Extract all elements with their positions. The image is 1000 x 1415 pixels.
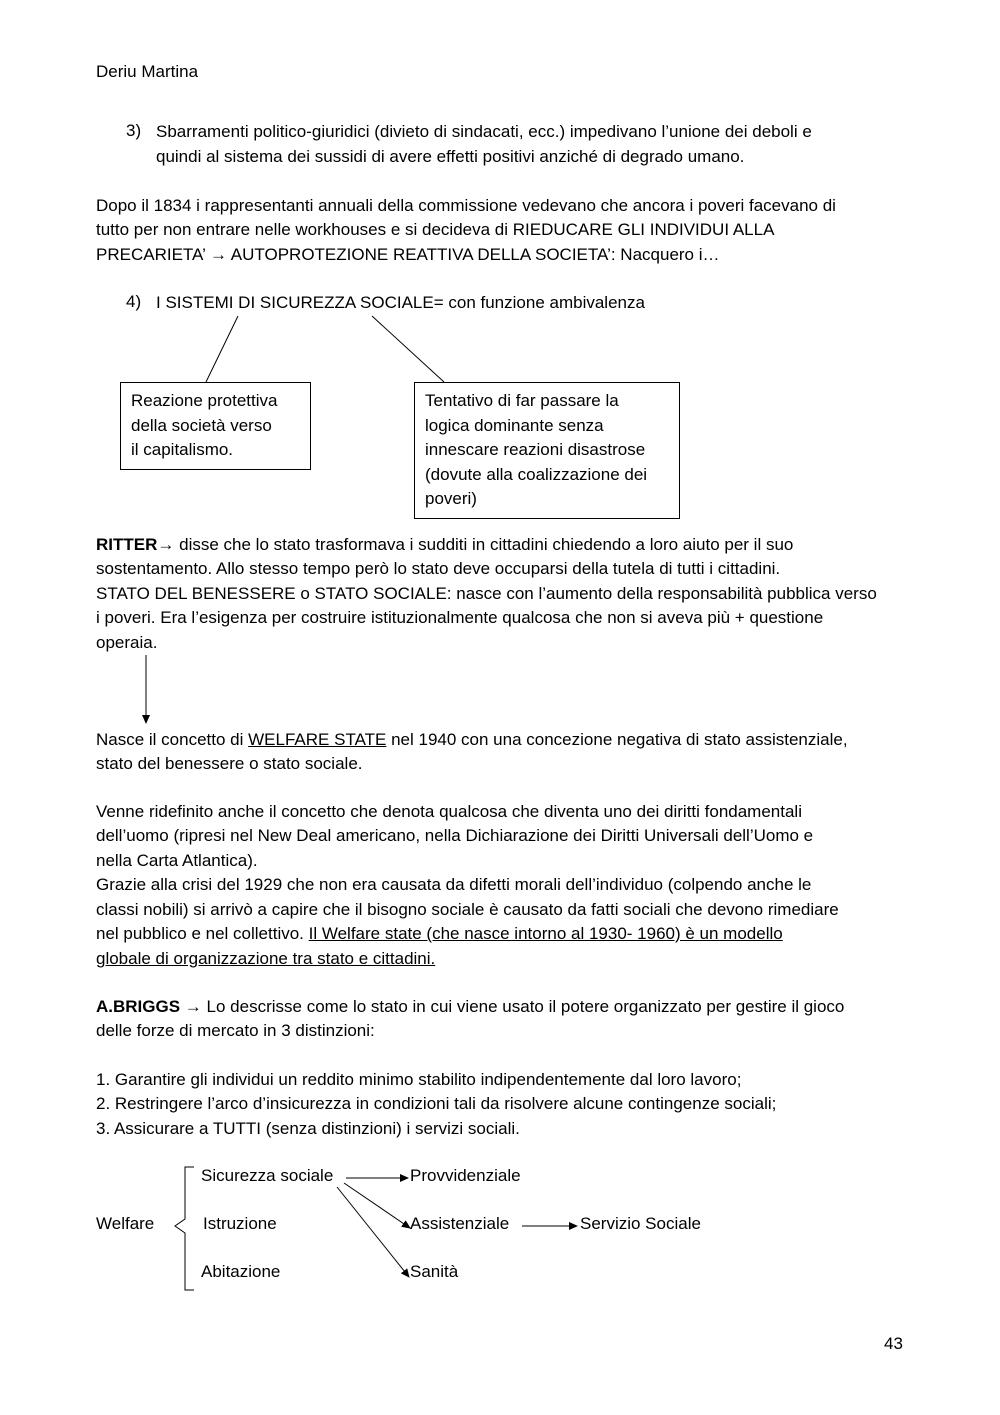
ridefinito-line4: Grazie alla crisi del 1929 che non era causata da difetti morali dell’individuo (colpendo anche le: [96, 875, 812, 894]
connector-line-left: [206, 316, 238, 382]
ritter-line2: sostentamento. Allo stesso tempo però lo stato deve occuparsi della tutela di tutti i cittadini.: [96, 559, 781, 578]
diagram-branch-sicurezza: Sicurezza sociale: [201, 1166, 334, 1185]
page-number: 43: [884, 1334, 903, 1353]
ridefinito-line3: nella Carta Atlantica).: [96, 851, 258, 870]
arrow-to-assistenziale: [344, 1183, 410, 1228]
diagram-target-provvidenziale: Provvidenziale: [410, 1166, 521, 1185]
ridefinito-line7: globale di organizzazione tra stato e cittadini.: [96, 949, 436, 968]
item3-line2: quindi al sistema dei sussidi di avere effetti positivi anziché di degrado umano.: [156, 147, 745, 166]
briggs-line2: delle forze di mercato in 3 distinzioni:: [96, 1021, 375, 1040]
ridefinito-line5: classi nobili) si arrivò a capire che il bisogno sociale è causato da fatti sociali che devono rimediare: [96, 900, 839, 919]
author-name: Deriu Martina: [96, 62, 199, 81]
welfare-state-term: WELFARE STATE: [248, 730, 387, 749]
ritter-text: disse che lo stato trasformava i sudditi in cittadini chiedendo a loro aiuto per il suo: [179, 535, 794, 554]
briggs-name: A.BRIGGS: [96, 997, 181, 1016]
precarieta-text: PRECARIETA’: [96, 245, 206, 264]
item3-line1: Sbarramenti politico-giuridici (divieto di sindacati, ecc.) impedivano l’unione dei deboli e: [156, 122, 812, 141]
ridefinito-line1: Venne ridefinito anche il concetto che denota qualcosa che diventa uno dei diritti fondamentali: [96, 802, 802, 821]
list-item: 2. Restringere l’arco d’insicurezza in condizioni tali da risolvere alcune contingenze sociali;: [96, 1094, 777, 1113]
box-left-line: della società verso: [131, 415, 272, 435]
brace: [175, 1167, 194, 1290]
diagram-final-servizio-sociale: Servizio Sociale: [580, 1214, 701, 1233]
right-arrow-icon: →: [157, 535, 175, 554]
ridefinito-line2: dell’uomo (ripresi nel New Deal americano, nella Dichiarazione dei Diritti Universali dell’Uomo e: [96, 826, 814, 845]
ridefinito-line6-b: Il Welfare state (che nasce intorno al 1930- 1960) è un modello: [308, 924, 783, 943]
box-right-line: (dovute alla coalizzazione dei: [425, 464, 648, 484]
box-right-line: innescare reazioni disastrose: [425, 440, 646, 459]
diagram-target-sanita: Sanità: [410, 1262, 459, 1281]
ritter-line5: operaia.: [96, 633, 158, 652]
list-number-4: 4): [126, 292, 142, 311]
list-item: 1. Garantire gli individui un reddito minimo stabilito indipendentemente dal loro lavoro;: [96, 1070, 742, 1089]
ritter-line4: i poveri. Era l’esigenza per costruire istituzionalmente qualcosa che non si aveva più + questione: [96, 608, 824, 627]
right-arrow-icon: →: [184, 997, 202, 1016]
welfare-concept-post: nel 1940 con una concezione negativa di stato assistenziale,: [386, 730, 848, 749]
welfare-concept-line2: stato del benessere o stato sociale.: [96, 754, 363, 773]
autoprotezione-text: AUTOPROTEZIONE REATTIVA DELLA SOCIETA’: Nacquero i…: [230, 245, 720, 264]
box-left-line: Reazione protettiva: [131, 391, 278, 410]
briggs-text: Lo descrisse come lo stato in cui viene usato il potere organizzato per gestire il gioco: [206, 997, 845, 1016]
welfare-concept-pre: Nasce il concetto di: [96, 730, 249, 749]
box-right-line: logica dominante senza: [425, 415, 604, 435]
connector-line-right: [372, 316, 444, 382]
ritter-name: RITTER: [96, 535, 158, 554]
diagram-root-welfare: Welfare: [96, 1214, 155, 1233]
box-left-line: il capitalismo.: [131, 440, 234, 459]
box-right-line: poveri): [425, 489, 477, 508]
item4-text: I SISTEMI DI SICUREZZA SOCIALE= con funzione ambivalenza: [156, 293, 645, 312]
para-1834-line1: Dopo il 1834 i rappresentanti annuali della commissione vedevano che ancora i poveri facevano di: [96, 196, 836, 215]
box-right-line: Tentativo di far passare la: [425, 391, 619, 410]
diagram-target-assistenziale: Assistenziale: [410, 1214, 510, 1233]
list-number-3: 3): [126, 121, 142, 140]
ridefinito-line6-a: nel pubblico e nel collettivo.: [96, 924, 309, 943]
arrow-to-sanita: [337, 1187, 409, 1277]
para-1834-line2: tutto per non entrare nelle workhouses e si decideva di RIEDUCARE GLI INDIVIDUI ALLA: [96, 220, 775, 239]
ritter-line3: STATO DEL BENESSERE o STATO SOCIALE: nasce con l’aumento della responsabilità pubblica verso: [96, 584, 877, 603]
diagram-branch-istruzione: Istruzione: [203, 1214, 277, 1233]
diagram-branch-abitazione: Abitazione: [201, 1262, 281, 1281]
list-item: 3. Assicurare a TUTTI (senza distinzioni) i servizi sociali.: [96, 1119, 520, 1138]
right-arrow-icon: →: [210, 245, 227, 264]
